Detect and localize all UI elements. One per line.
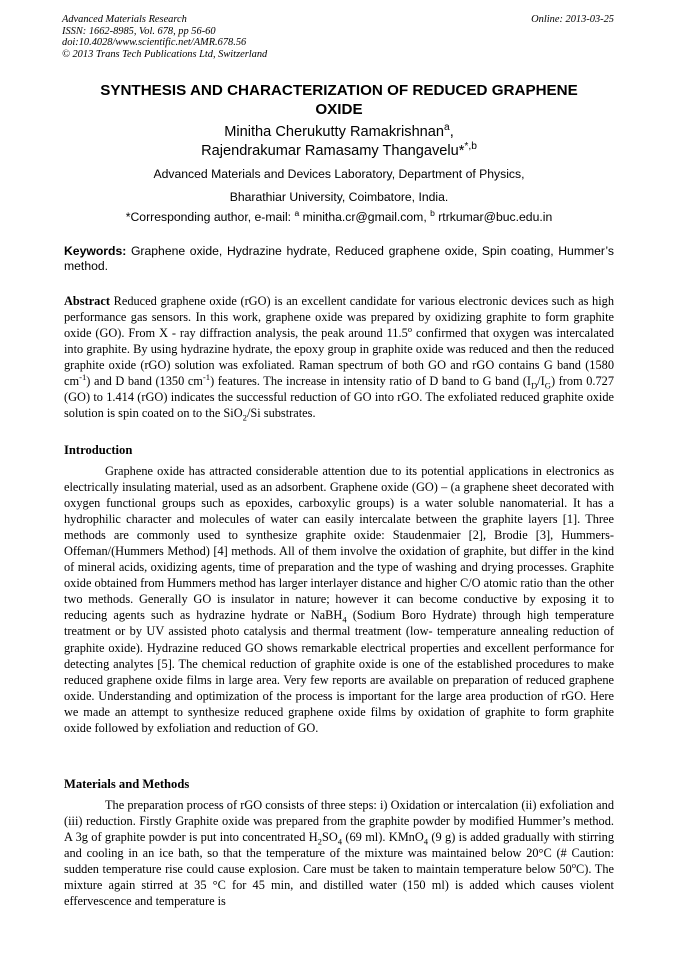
affiliation-line-2: Bharathiar University, Coimbatore, India. [229, 190, 449, 204]
author-2-affil-mark: *,b [464, 140, 477, 152]
methods-sub-2: 2 [317, 836, 322, 847]
email-a-mark: a [294, 207, 300, 218]
email-b-mark: b [430, 207, 435, 218]
affiliation-line-1: Advanced Materials and Devices Laboratory, Department of Physics, [153, 167, 525, 181]
methods-text-1: The preparation process of rGO consists of three steps: i) Oxidation or intercalation (ii) exfoliation and (iii) reduction. Firstly Graphite oxide was prepared from the graphite powder by modified Hummer’s method. A 3g of graphite powder is put into concentrated H [64, 798, 614, 845]
abstract-text-7: /Si substrates. [246, 406, 316, 421]
abstract-sub-2: 2 [242, 412, 247, 423]
keywords-text: Graphene oxide, Hydrazine hydrate, Reduced graphene oxide, Spin coating, Hummer’s method. [64, 244, 614, 273]
abstract-sub-g: G [544, 380, 551, 391]
author-1-name: Minitha Cherukutty Ramakrishnan [224, 124, 445, 140]
keywords [64, 244, 614, 274]
abstract-text-2: confirmed that oxygen was intercalated into graphite. By using hydrazine hydrate, the epoxy group in graphite oxide was reduced and then the reduced graphite oxide (rGO) solution was exfoliated. Raman spectrum of both GO and rGO contains G band (1580 cm [64, 326, 614, 389]
corresponding-label: *Corresponding author, e-mail: [125, 210, 295, 224]
author-list [64, 123, 614, 160]
email-b: rtrkumar@buc.edu.in [434, 210, 553, 224]
online-date: Online: 2013-03-25 [531, 14, 614, 25]
introduction-paragraph [64, 463, 614, 736]
methods-sub-4a: 4 [337, 836, 343, 847]
abstract-text-3: ) and D band (1350 cm [86, 374, 203, 389]
abstract-degree-mark: o [407, 323, 413, 334]
methods-text-4: (9 g) is added gradually with stirring and cooling in an ice bath, so that the temperature of the mixture was maintained below 20°C (# Caution: sudden temperature rise could cause explosion. Care must be taken to maintain temperature below 50 [64, 830, 614, 877]
journal-doi: doi:10.4028/www.scientific.net/AMR.678.56 [62, 37, 247, 49]
abstract-text-1: Reduced graphene oxide (rGO) is an excellent candidate for various electronic devices such as high performance gas sensors. In this work, graphene oxide was prepared by oxidizing graphite to form graphite oxide (GO). From X - ray diffraction analysis, the peak around 11.5 [64, 294, 614, 341]
introduction-text-2: (Sodium Boro Hydrate) through high temperature treatment or by UV assisted photo catalysis and thermal treatment (low- temperature annealing reduction of graphite oxide). Hydrazine reduced GO shows remarkable electrical properties and excellent performance for detecting analytes [5]. The chemical reduction of graphite oxide is one of the established procedures to make reduced graphene oxide films in large area. Very few reports are available on preparation of reduced graphene oxide. Understanding and optimization of the process is important for the large area production of rGO. Here we made an attempt to synthesize reduced graphene oxide films by oxidation of graphite to form graphite oxide followed by exfoliation and reduction of GO. [64, 608, 614, 735]
author-1-affil-mark: a [444, 122, 450, 134]
abstract-text-4: ) features. The increase in intensity ratio of D band to G band (I [210, 374, 531, 389]
abstract [64, 293, 614, 421]
author-2 [64, 142, 614, 161]
abstract-cm-sup-1: -1 [79, 372, 87, 383]
title-line-1: SYNTHESIS AND CHARACTERIZATION OF REDUCED GRAPHENE [100, 82, 578, 99]
paper-title [64, 81, 614, 119]
abstract-text-5: /I [537, 374, 545, 389]
abstract-cm-sup-2: -1 [202, 372, 211, 383]
methods-degree-mark: o [571, 860, 577, 871]
abstract-sub-d: D [530, 380, 538, 391]
journal-issn: ISSN: 1662-8985, Vol. 678, pp 56-60 [62, 25, 216, 37]
journal-copyright: © 2013 Trans Tech Publications Ltd, Switzerland [62, 48, 268, 60]
methods-paragraph [64, 797, 614, 909]
journal-name: Advanced Materials Research [62, 14, 187, 25]
introduction-text-1: Graphene oxide has attracted considerable attention due to its potential applications in electronics as electrically insulating material, used as an adsorbent. Graphene oxide (GO) – (a graphene sheet decorated with oxygen functional groups such as epoxides, carboxylic groups) is a water soluble nanomaterial. It has a hydrophilic character and molecules of water can easily intercalate between the graphite layers [1]. Three methods are commonly used to synthesize graphite oxide: Staudenmaier [2], Brodie [3], Hummers-Offeman/(Hummers Method) [4] methods. All of them involve the oxidation of graphite, but differ in the kind of mineral acids, oxidizing agents, time of preparation and the type of washing and drying processes. Graphite oxide obtained from Hummers method has larger interlayer distance and higher C/O atomic ratio than the other two methods. Generally GO is insulator in nature; however it can become conductive by exposing it to reducing agents such as hydrazine hydrate or NaBH [64, 464, 614, 623]
abstract-text-6: ) from 0.727 (GO) to 1.414 (rGO) indicates the successful reduction of GO into rGO. The exfoliated reduced graphite oxide solution is spin coated on to the SiO [64, 374, 614, 421]
methods-text-2: SO [321, 830, 338, 845]
methods-text-3: (69 ml). KMnO [342, 830, 424, 845]
author-1: Minitha Cherukutty Ramakrishnan$^a$, [224, 122, 454, 140]
journal-header [62, 14, 267, 60]
methods-text-5: C). The mixture again stirred at 35 °C for 45 min, and distilled water (150 ml) is added which causes violent effervescence and temperature is [64, 862, 614, 909]
keywords-label: Keywords: [64, 244, 127, 258]
author-2-name: Rajendrakumar Ramasamy Thangavelu* [201, 142, 465, 159]
title-line-2: OXIDE [315, 101, 363, 118]
methods-sub-4b: 4 [423, 836, 429, 847]
introduction-sub-4: 4 [342, 614, 347, 625]
email-a: minitha.cr@gmail.com, [299, 210, 431, 224]
corresponding-author [64, 207, 614, 224]
methods-heading: Materials and Methods [64, 777, 190, 791]
introduction-heading: Introduction [64, 443, 133, 457]
abstract-label: Abstract [64, 294, 110, 308]
